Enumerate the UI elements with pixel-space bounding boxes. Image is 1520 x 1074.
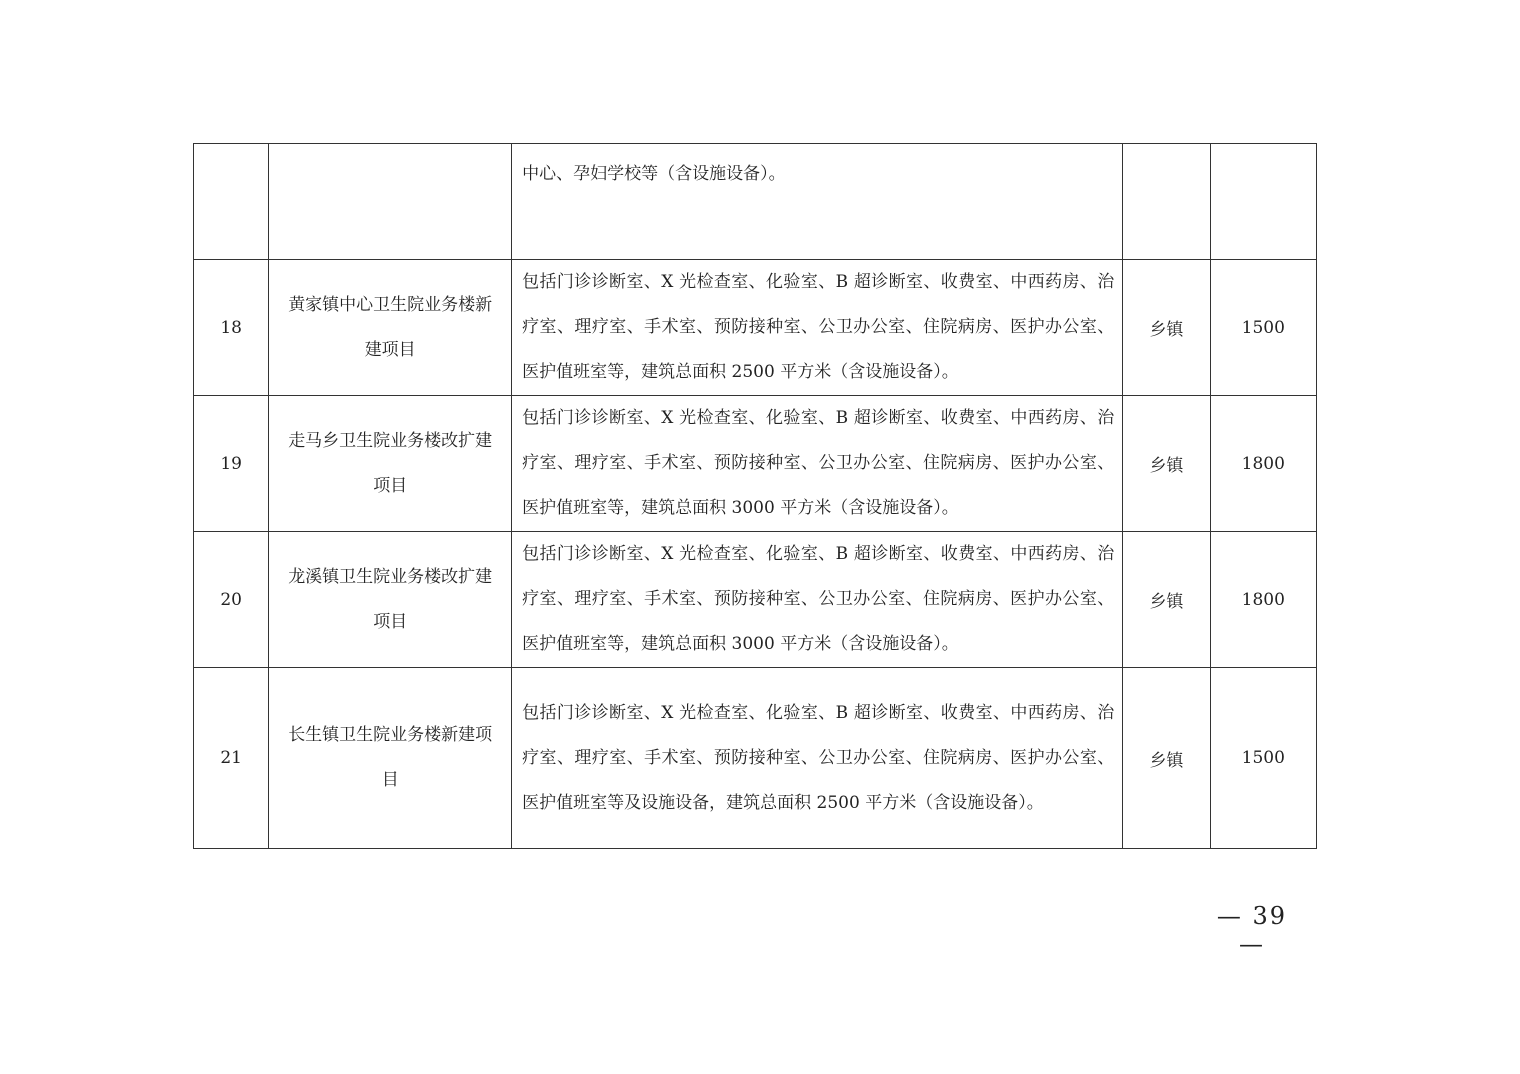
location-cell: 乡镇	[1123, 260, 1210, 396]
row-number-cell: 21	[194, 668, 269, 849]
amount-cell: 1800	[1210, 396, 1316, 532]
table-row	[194, 260, 1317, 396]
amount-cell: 1500	[1210, 260, 1316, 396]
project-name-cell	[269, 532, 512, 668]
table-row	[194, 668, 1317, 849]
project-name-cell	[269, 260, 512, 396]
project-content: 包括门诊诊断室、X 光检查室、化验室、B 超诊断室、收费室、中西药房、治疗室、理疗室、手术室、预防接种室、公卫办公室、住院病房、医护办公室、医护值班室等，建筑总面积 2500 平方米（含设施设备）。	[522, 272, 1115, 382]
amount-cell: 1500	[1210, 668, 1316, 849]
location-cell	[1123, 144, 1210, 260]
project-content-cell	[512, 144, 1123, 260]
project-content: 包括门诊诊断室、X 光检查室、化验室、B 超诊断室、收费室、中西药房、治疗室、理疗室、手术室、预防接种室、公卫办公室、住院病房、医护办公室、医护值班室等，建筑总面积 3000 平方米（含设施设备）。	[522, 408, 1115, 518]
project-content: 中心、孕妇学校等（含设施设备）。	[522, 164, 786, 184]
project-name-cell	[269, 144, 512, 260]
project-content-cell	[512, 668, 1123, 849]
page-number: — 39 —	[1216, 902, 1288, 958]
row-number-cell: 19	[194, 396, 269, 532]
project-content-cell	[512, 260, 1123, 396]
project-name-cell	[269, 668, 512, 849]
project-content-cell	[512, 396, 1123, 532]
table-row	[194, 532, 1317, 668]
amount-cell	[1210, 144, 1316, 260]
project-name: 长生镇卫生院业务楼新建项目	[288, 725, 493, 790]
project-content-cell	[512, 532, 1123, 668]
table-row	[194, 396, 1317, 532]
row-number-cell	[194, 144, 269, 260]
project-name-cell	[269, 396, 512, 532]
amount-cell: 1800	[1210, 532, 1316, 668]
project-name: 走马乡卫生院业务楼改扩建项目	[288, 430, 493, 496]
location-cell: 乡镇	[1123, 396, 1210, 532]
project-name: 龙溪镇卫生院业务楼改扩建项目	[288, 566, 493, 632]
row-number-cell: 18	[194, 260, 269, 396]
location-cell: 乡镇	[1123, 532, 1210, 668]
row-number-cell: 20	[194, 532, 269, 668]
project-content: 包括门诊诊断室、X 光检查室、化验室、B 超诊断室、收费室、中西药房、治疗室、理疗室、手术室、预防接种室、公卫办公室、住院病房、医护办公室、医护值班室等，建筑总面积 3000 平方米（含设施设备）。	[522, 544, 1115, 654]
table-row	[194, 144, 1317, 260]
project-table	[193, 143, 1317, 849]
location-cell: 乡镇	[1123, 668, 1210, 849]
project-name: 黄家镇中心卫生院业务楼新建项目	[288, 294, 493, 360]
project-content: 包括门诊诊断室、X 光检查室、化验室、B 超诊断室、收费室、中西药房、治疗室、理疗室、手术室、预防接种室、公卫办公室、住院病房、医护办公室、医护值班室等及设施设备，建筑总面积 2500 平方米（含设施设备）。	[522, 702, 1115, 813]
